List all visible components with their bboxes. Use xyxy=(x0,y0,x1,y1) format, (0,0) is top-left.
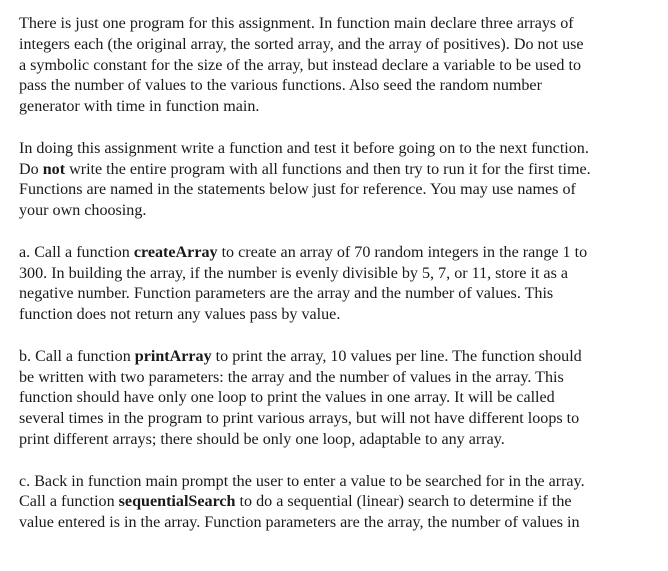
text-line xyxy=(19,243,663,264)
text-segment: a. Call a function xyxy=(19,243,134,261)
bold-term: not xyxy=(42,160,66,178)
text-line: your own choosing. xyxy=(19,202,147,220)
text-line: In doing this assignment write a function and test it before going on to the next function. xyxy=(19,139,589,157)
document-body xyxy=(19,14,663,555)
text-line: a symbolic constant for the size of the array, but instead declare a variable to be used to xyxy=(19,56,582,74)
text-segment: to print the array, 10 values per line. The function should xyxy=(211,347,582,365)
text-segment: to create an array of 70 random integers in the range 1 to xyxy=(217,243,588,261)
text-line: negative number. Function parameters are the array and the number of values. This xyxy=(19,285,554,303)
text-segment: b. Call a function xyxy=(19,347,135,365)
text-line: Functions are named in the statements below just for reference. You may use names of xyxy=(19,181,576,199)
text-line: be written with two parameters: the array and the number of values in the array. This xyxy=(19,368,564,386)
text-line: function does not return any values pass by value. xyxy=(19,306,341,324)
paragraph xyxy=(19,139,663,222)
text-line: function should have only one loop to print the values in one array. It will be called xyxy=(19,389,555,407)
bold-term: sequentialSearch xyxy=(118,493,236,511)
paragraph xyxy=(19,347,663,451)
text-line xyxy=(19,160,663,181)
text-line: value entered is in the array. Function parameters are the array, the number of values in xyxy=(19,514,580,532)
text-line: generator with time in function main. xyxy=(19,98,260,116)
paragraph xyxy=(19,472,663,534)
text-line: print different arrays; there should be only one loop, adaptable to any array. xyxy=(19,430,505,448)
text-segment: Call a function xyxy=(19,493,119,511)
bold-term: createArray xyxy=(133,243,218,261)
text-line xyxy=(19,347,663,368)
text-line: 300. In building the array, if the number is evenly divisible by 5, 7, or 11, store it as a xyxy=(19,264,569,282)
text-line: c. Back in function main prompt the user to enter a value to be searched for in the array. xyxy=(19,472,585,490)
paragraph xyxy=(19,243,663,326)
text-segment: write the entire program with all functions and then try to run it for the first time. xyxy=(65,160,591,178)
paragraph xyxy=(19,14,663,118)
text-segment: Do xyxy=(19,160,43,178)
bold-term: printArray xyxy=(134,347,212,365)
text-line xyxy=(19,492,663,513)
text-segment: to do a sequential (linear) search to determine if the xyxy=(235,493,572,511)
text-line: integers each (the original array, the sorted array, and the array of positives). Do not use xyxy=(19,35,584,53)
text-line: There is just one program for this assignment. In function main declare three arrays of xyxy=(19,15,574,32)
text-line: several times in the program to print various arrays, but will not have different loops to xyxy=(19,410,580,428)
text-line: pass the number of values to the various functions. Also seed the random number xyxy=(19,77,542,95)
